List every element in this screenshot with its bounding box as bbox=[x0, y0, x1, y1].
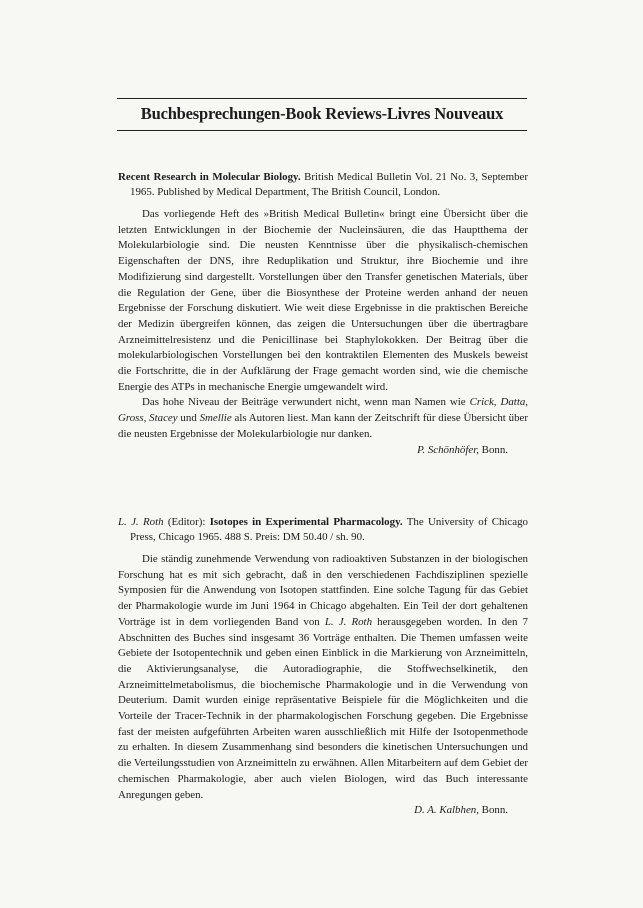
header-top-rule bbox=[117, 98, 527, 99]
review-paragraph bbox=[118, 552, 528, 803]
review-paragraph-closing bbox=[118, 395, 528, 442]
reviewer-signature bbox=[118, 443, 528, 459]
reviewer-city: Bonn. bbox=[478, 804, 508, 817]
editor-role: (Editor): bbox=[163, 516, 210, 528]
book-title: Recent Research in Molecular Biology. bbox=[118, 171, 301, 183]
author-name: Smellie bbox=[199, 412, 232, 425]
paragraph-text: als Autoren liest. Man kann der Zeitschrift für diese Übersicht über die neusten Ergebnisse der Molekularbiologie nur danken. bbox=[118, 412, 529, 440]
reviewer-name: P. Schönhöfer, bbox=[417, 443, 479, 456]
review-molecular-biology bbox=[118, 170, 528, 458]
review-citation bbox=[118, 515, 528, 545]
reviewer-city: Bonn. bbox=[478, 443, 508, 456]
reviewer-name: D. A. Kalbhen, bbox=[414, 804, 479, 817]
citation-details: British Medical Bulletin Vol. 21 No. 3, September 1965. Published by Medical Department, The British Council, London. bbox=[130, 171, 528, 198]
editor-name-inline: L. J. Roth bbox=[324, 615, 373, 628]
editor-name: L. J. Roth bbox=[118, 516, 164, 528]
citation-details: The University of Chicago Press, Chicago 1965. 488 S. Preis: DM 50.40 / sh. 90. bbox=[130, 516, 528, 543]
header-bottom-rule bbox=[117, 130, 527, 131]
paragraph-text: herausgegeben worden. In den 7 Abschnitten des Buches sind insgesamt 36 Vorträge enthalten. Die Themen umfassen weite Gebiete der Isotopentechnik und geben einen Einblick in die Markierung von Arzneimitteln, die Aktivierungsanalyse, die Autoradiographie, die Stoffwechselkinetik, den Arzneimittelmetabolismus, die biochemische Pharmakologie und in die Verwendung von Deuterium. Damit wurden einige repräsentative Beispiele für die Möglichkeiten und die Vorteile der Tracer-Technik in der pharmakologischen Forschung gegeben. Die Ergebnisse fast der meisten aufgeführten Arbeiten waren ausschließlich mit Hilfe der Isotopenmethode zu erhalten. In diesem Zusammenhang sind besonders die kinetischen Untersuchungen und die Verteilungsstudien von Arzneimitteln zu erwähnen. Allen Mitarbeitern auf dem Gebiet der chemischen Pharmakologie, aber auch vielen Biologen, wird das Buch interessante Anregungen geben. bbox=[118, 615, 528, 801]
review-paragraph: Das vorliegende Heft des »British Medical Bulletin« bringt eine Übersicht über die letzten Entwicklungen in der Biochemie der Nucleinsäuren, die das Hauptthema der Molekularbiologie sind. Die neusten Kenntnisse über die physikalisch-chemischen Eigenschaften der DNS, ihre Reduplikation und Struktur, ihre Biochemie und ihre Modifizierung sind dargestellt. Vorstellungen über den Transfer genetischen Materials, über die Regulation der Gene, über die Biosynthese der Proteine werden anhand der neuen Ergebnisse der Forschung diskutiert. Wie weit diese Ergebnisse in die praktischen Bereiche der Medizin übergreifen können, das zeigen die Untersuchungen über die übertragbare Arzneimittelresistenz und die Penicillinase bei Staphylokokken. Der Beitrag über die molekularbiologischen Vorstellungen bei den kontraktilen Elementen des Muskels beweist die Fortschritte, die in der Aufklärung der Frage gemacht worden sind, wie die chemische Energie des ATPs in mechanische Energie umgewandelt wird. bbox=[118, 208, 528, 393]
author-names: Crick, Datta, Gross, Stacey bbox=[118, 396, 529, 425]
conjunction-text: und bbox=[177, 412, 200, 425]
review-isotopes bbox=[118, 515, 528, 819]
reviewer-signature bbox=[118, 803, 528, 819]
book-title: Isotopes in Experimental Pharmacology. bbox=[209, 516, 403, 528]
paragraph-text: Die ständig zunehmende Verwendung von radioaktiven Substanzen in der biologischen Forschung hat es mit sich gebracht, daß in den verschiedenen Fachdisziplinen spezielle Symposien für die Anwendung von Isotopen stattfinden. Eine solche Tagung für das Gebiet der Pharmakologie wurde im Juni 1964 in Chicago abgehalten. Ein Teil der dort gehaltenen Vorträge ist in dem vorliegenden Band von bbox=[118, 553, 528, 628]
section-header: Buchbesprechungen-Book Reviews-Livres Nouveaux bbox=[140, 104, 504, 123]
review-citation bbox=[118, 170, 528, 200]
paragraph-text: Das hohe Niveau der Beiträge verwundert nicht, wenn man Namen wie bbox=[142, 396, 470, 409]
